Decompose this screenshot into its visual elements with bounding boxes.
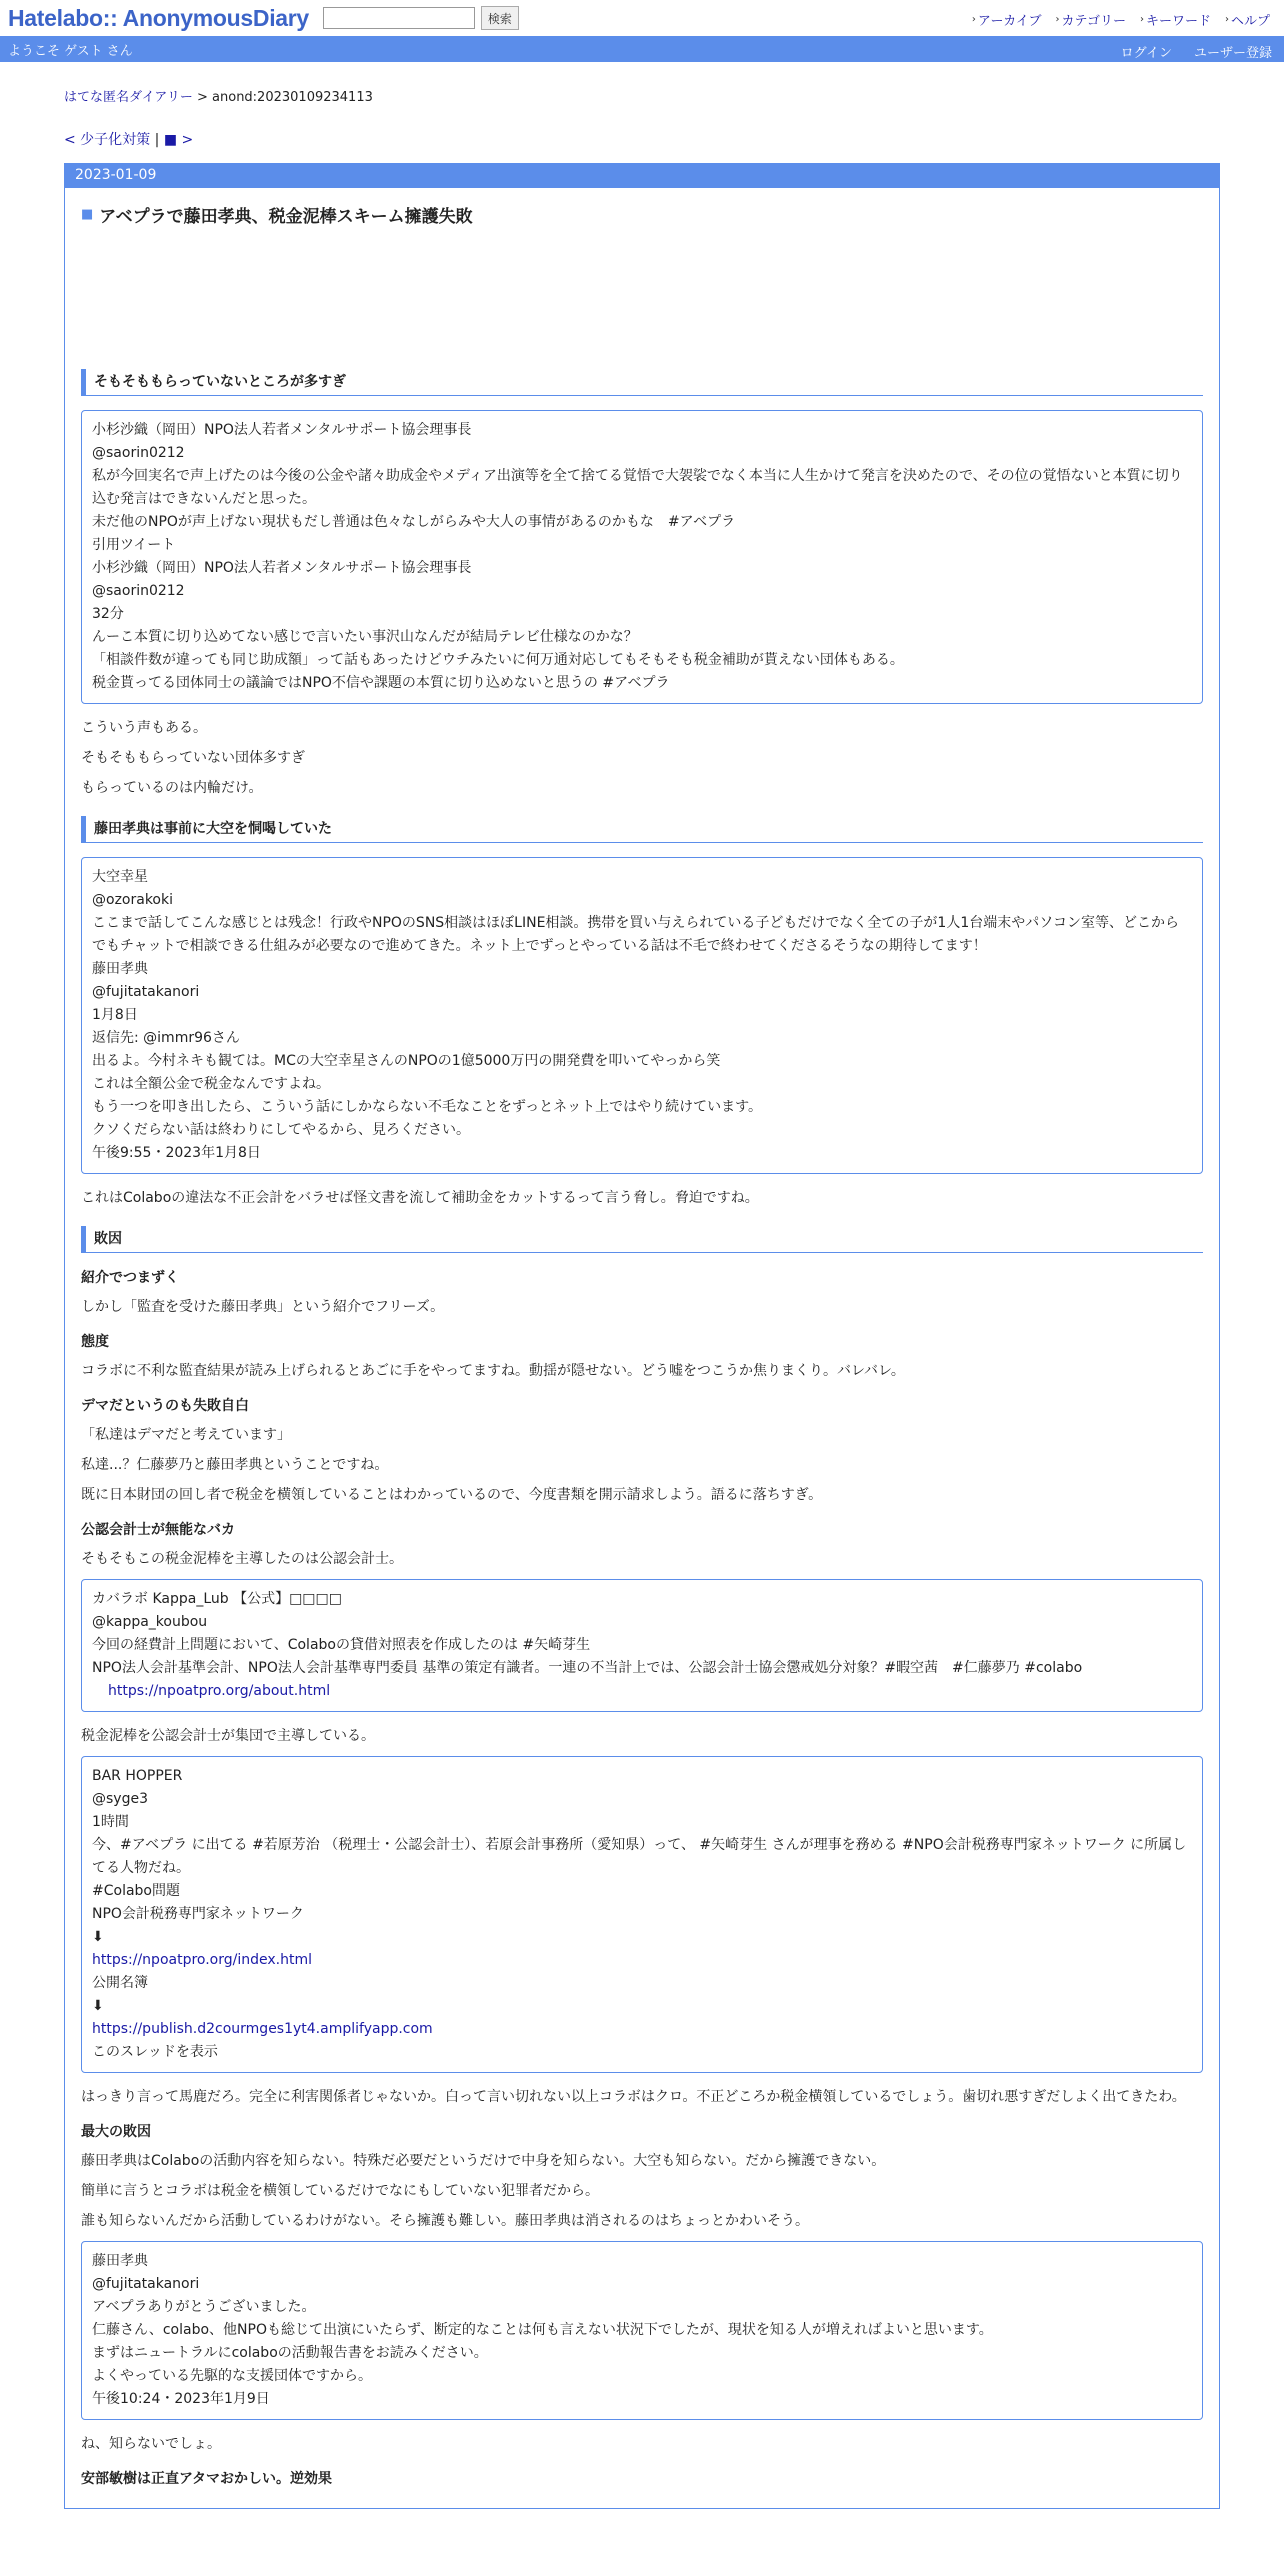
breadcrumb-current: anond:20230109234113 xyxy=(212,90,373,105)
paragraph: 簡単に言うとコラボは税金を横領しているだけでなにもしていない犯罪者だから。 xyxy=(81,2183,599,2199)
login-link[interactable]: ログイン xyxy=(1120,46,1172,61)
nav-help[interactable] xyxy=(1225,10,1270,29)
quote-line: よくやっている先駆的な支援団体ですから。 xyxy=(92,2368,372,2384)
nav-keyword-label: キーワード xyxy=(1145,14,1211,29)
sub-heading: 公認会計士が無能なバカ xyxy=(81,1522,235,1538)
nav-archive[interactable] xyxy=(972,10,1042,29)
quote-line: 1月8日 xyxy=(92,1007,138,1023)
prev-entry-link[interactable]: < 少子化対策 xyxy=(64,132,151,148)
quote-line: 午後9:55・2023年1月8日 xyxy=(92,1145,261,1161)
quote-line: 1時間 xyxy=(92,1814,129,1830)
quote-line: NPO会計税務専門家ネットワーク xyxy=(92,1906,304,1922)
top-header xyxy=(0,0,1284,36)
quote-line: 仁藤さん、colabo、他NPOも総じて出演にいたらず、断定的なことは何も言えない状況下でしたが、現状を知る人が増えればよいと思います。 xyxy=(92,2322,993,2338)
nav-category[interactable] xyxy=(1055,10,1125,29)
paragraph: もらっているのは内輪だけ。 xyxy=(81,780,263,796)
quote-line: 午後10:24・2023年1月9日 xyxy=(92,2391,270,2407)
blank-space xyxy=(81,227,1203,351)
sub-heading: 紹介でつまずく xyxy=(81,1270,179,1286)
quote-line: 小杉沙織（岡田）NPO法人若者メンタルサポート協会理事長 xyxy=(92,560,472,576)
section-heading: 藤田孝典は事前に大空を恫喝していた xyxy=(81,816,1203,843)
quote-line: もう一つを叩き出したら、こういう話にしかならない不毛なことをずっとネット上ではやり続けています。 xyxy=(92,1099,763,1115)
quote-link[interactable]: https://npoatpro.org/index.html xyxy=(92,1952,313,1968)
top-nav xyxy=(972,10,1270,29)
nav-help-label: ヘルプ xyxy=(1230,14,1270,29)
quote-line: #Colabo問題 xyxy=(92,1883,180,1899)
quote-line: ここまで話してこんな感じとは残念！行政やNPOのSNS相談はほぼLINE相談。携帯を買い与えられている子どもだけでなく全ての子が1人1台端末やパソコン室等、どこからでもチャットで相談できる仕組みが必要なので進めてきた。ネット上でずっとやっている話は不毛で終わせてくださるそうなの期待してます！ xyxy=(92,915,1179,954)
sub-header xyxy=(0,36,1284,62)
quote-line: 今回の経費計上問題において、Colaboの貸借対照表を作成したのは #矢崎芽生 xyxy=(92,1637,591,1653)
section-heading: 敗因 xyxy=(81,1226,1203,1253)
breadcrumb-separator: > xyxy=(196,90,208,105)
quote-line: まずはニュートラルにcolaboの活動報告書をお読みください。 xyxy=(92,2345,488,2361)
entry-title-text: アベプラで藤田孝典、税金泥棒スキーム擁護失敗 xyxy=(99,207,473,227)
chevron-right-icon: › xyxy=(971,14,976,25)
sub-heading: 最大の敗因 xyxy=(81,2124,151,2140)
quote-line: アベプラありがとうございました。 xyxy=(92,2299,316,2315)
pager xyxy=(64,129,1220,149)
register-link[interactable]: ユーザー登録 xyxy=(1193,46,1272,61)
quote-line: @kappa_koubou xyxy=(92,1614,208,1630)
down-arrow-icon: ⬇ xyxy=(92,1929,104,1945)
show-thread-text: このスレッドを表示 xyxy=(92,2044,218,2060)
chevron-right-icon: › xyxy=(1139,14,1144,25)
quote-line: これは全額公金で税金なんですよね。 xyxy=(92,1076,330,1092)
site-logo[interactable]: Hatelabo:: AnonymousDiary xyxy=(8,4,309,31)
quote-line: NPO法人会計基準会計、NPO法人会計基準専門委員 基準の策定有識者。一連の不当計上では、公認会計士協会懲戒処分対象？#暇空茜 #仁藤夢乃 #colabo xyxy=(92,1660,1083,1676)
quote-line: 私が今回実名で声上げたのは今後の公金や諸々助成金やメディア出演等を全て捨てる覚悟で大袈裟でなく本当に人生かけて発言を決めたので、その位の覚悟ないと本質に切り込む発言はできないんだと思った。 xyxy=(92,468,1183,507)
section-heading: そもそももらっていないところが多すぎ xyxy=(81,369,1203,396)
quote-link-row xyxy=(92,1949,1192,1972)
quote-line: @syge3 xyxy=(92,1791,148,1807)
quote-line: @saorin0212 xyxy=(92,583,185,599)
quote-line: カバラボ Kappa_Lub 【公式】□□□□ xyxy=(92,1591,342,1607)
breadcrumb-home[interactable]: はてな匿名ダイアリー xyxy=(64,90,193,105)
quote-line: 未だ他のNPOが声上げない現状もだし普通は色々なしがらみや大人の事情があるのかもな #アベプラ xyxy=(92,514,736,530)
quote-line: 藤田孝典 xyxy=(92,961,148,977)
quote-line: 返信先: @immr96さん xyxy=(92,1030,240,1046)
quote-line: BAR HOPPER xyxy=(92,1768,183,1784)
chevron-right-icon: › xyxy=(1055,14,1060,25)
search-input[interactable] xyxy=(323,7,475,29)
blockquote xyxy=(81,857,1203,1174)
nav-category-label: カテゴリー xyxy=(1061,14,1126,29)
quote-line: 32分 xyxy=(92,606,124,622)
quote-line: 出るよ。今村ネキも観ては。MCの大空幸星さんのNPOの1億5000万円の開発費を叩いてやっから笑 xyxy=(92,1053,721,1069)
quote-line: クソくだらない話は終わりにしてやるから、見ろください。 xyxy=(92,1122,470,1138)
quote-line: 大空幸星 xyxy=(92,869,148,885)
quote-line: 税金貰ってる団体同士の議論ではNPO不信や課題の本質に切り込めないと思うの #アベプラ xyxy=(92,675,670,691)
paragraph: コラボに不利な監査結果が読み上げられるとあごに手をやってますね。動揺が隠せない。どう嘘をつこうか焦りまくり。バレバレ。 xyxy=(81,1363,905,1379)
paragraph: ね、知らないでしょ。 xyxy=(81,2436,221,2452)
paragraph: そもそもこの税金泥棒を主導したのは公認会計士。 xyxy=(81,1551,403,1567)
next-entry-link[interactable]: ■ > xyxy=(163,132,194,148)
paragraph: 税金泥棒を公認会計士が集団で主導している。 xyxy=(81,1728,375,1744)
breadcrumb xyxy=(64,86,1220,105)
down-arrow-icon: ⬇ xyxy=(92,1998,104,2014)
pager-divider: | xyxy=(154,132,160,148)
quote-line: んーこ本質に切り込めてない感じで言いたい事沢山なんだが結局テレビ仕様なのかな？ xyxy=(92,629,638,645)
quote-link-row xyxy=(92,2018,1192,2041)
paragraph: 誰も知らないんだから活動しているわけがない。そら擁護も難しい。藤田孝典は消されるのはちょっとかわいそう。 xyxy=(81,2213,809,2229)
quote-line: 今、#アベプラ に出てる #若原芳治 （税理士・公認会計士）、若原会計事務所（愛知県）って、 #矢崎芽生 さんが理事を務める #NPO会計税務専門家ネットワーク に所属してる人物だね。 xyxy=(92,1837,1187,1876)
chevron-right-icon: › xyxy=(1224,14,1229,25)
quote-line: 引用ツイート xyxy=(92,537,176,553)
entry-title xyxy=(81,202,1203,227)
paragraph: はっきり言って馬鹿だろ。完全に利害関係者じゃないか。白って言い切れない以上コラボはクロ。不正どころか税金横領しているでしょう。歯切れ悪すぎだしよく出てきたわ。 xyxy=(81,2089,1186,2105)
blockquote xyxy=(81,1579,1203,1712)
sub-heading: 安部敏樹は正直アタマおかしい。逆効果 xyxy=(81,2471,333,2487)
welcome-text: ようこそ ゲスト さん xyxy=(8,43,133,59)
paragraph: そもそももらっていない団体多すぎ xyxy=(81,750,305,766)
paragraph: 既に日本財団の回し者で税金を横領していることはわかっているので、今度書類を開示請求しよう。語るに落ちすぎ。 xyxy=(81,1487,823,1503)
quote-line: @ozorakoki xyxy=(92,892,173,908)
paragraph: 私達...？仁藤夢乃と藤田孝典ということですね。 xyxy=(81,1457,389,1473)
nav-keyword[interactable] xyxy=(1140,10,1211,29)
blockquote xyxy=(81,1756,1203,2073)
sub-heading: 態度 xyxy=(81,1334,109,1350)
day-section xyxy=(64,163,1220,2509)
quote-line: @fujitatakanori xyxy=(92,2276,200,2292)
entry-body xyxy=(65,188,1219,2508)
paragraph: 「私達はデマだと考えています」 xyxy=(81,1427,291,1443)
quote-link[interactable]: https://npoatpro.org/about.html xyxy=(108,1683,331,1699)
quote-line: @saorin0212 xyxy=(92,445,185,461)
search-button[interactable]: 検索 xyxy=(481,6,519,30)
quote-link[interactable]: https://publish.d2courmges1yt4.amplifyapp.com xyxy=(92,2021,433,2037)
quote-line: 「相談件数が違っても同じ助成額」って話もあったけどウチみたいに何万通対応してもそもそも税金補助が貰えない団体もある。 xyxy=(92,652,904,668)
day-date: 2023-01-09 xyxy=(65,164,1219,188)
paragraph: こういう声もある。 xyxy=(81,720,207,736)
sub-heading: デマだというのも失敗自白 xyxy=(81,1398,249,1414)
paragraph: しかし「監査を受けた藤田孝典」という紹介でフリーズ。 xyxy=(81,1299,445,1315)
nav-archive-label: アーカイブ xyxy=(977,14,1042,29)
quote-line: @fujitatakanori xyxy=(92,984,200,1000)
quote-link-row xyxy=(92,1680,1192,1703)
paragraph: 藤田孝典はColaboの活動内容を知らない。特殊だ必要だというだけで中身を知らない。大空も知らない。だから擁護できない。 xyxy=(81,2153,886,2169)
quote-line: 小杉沙織（岡田）NPO法人若者メンタルサポート協会理事長 xyxy=(92,422,472,438)
blockquote xyxy=(81,2241,1203,2420)
paragraph: これはColaboの違法な不正会計をバラせば怪文書を流して補助金をカットするって言う脅し。脅迫ですね。 xyxy=(81,1190,759,1206)
quote-line: 公開名簿 xyxy=(92,1975,148,1991)
entry-permalink-icon[interactable]: ■ xyxy=(81,207,94,222)
blockquote xyxy=(81,410,1203,704)
quote-line: 藤田孝典 xyxy=(92,2253,148,2269)
